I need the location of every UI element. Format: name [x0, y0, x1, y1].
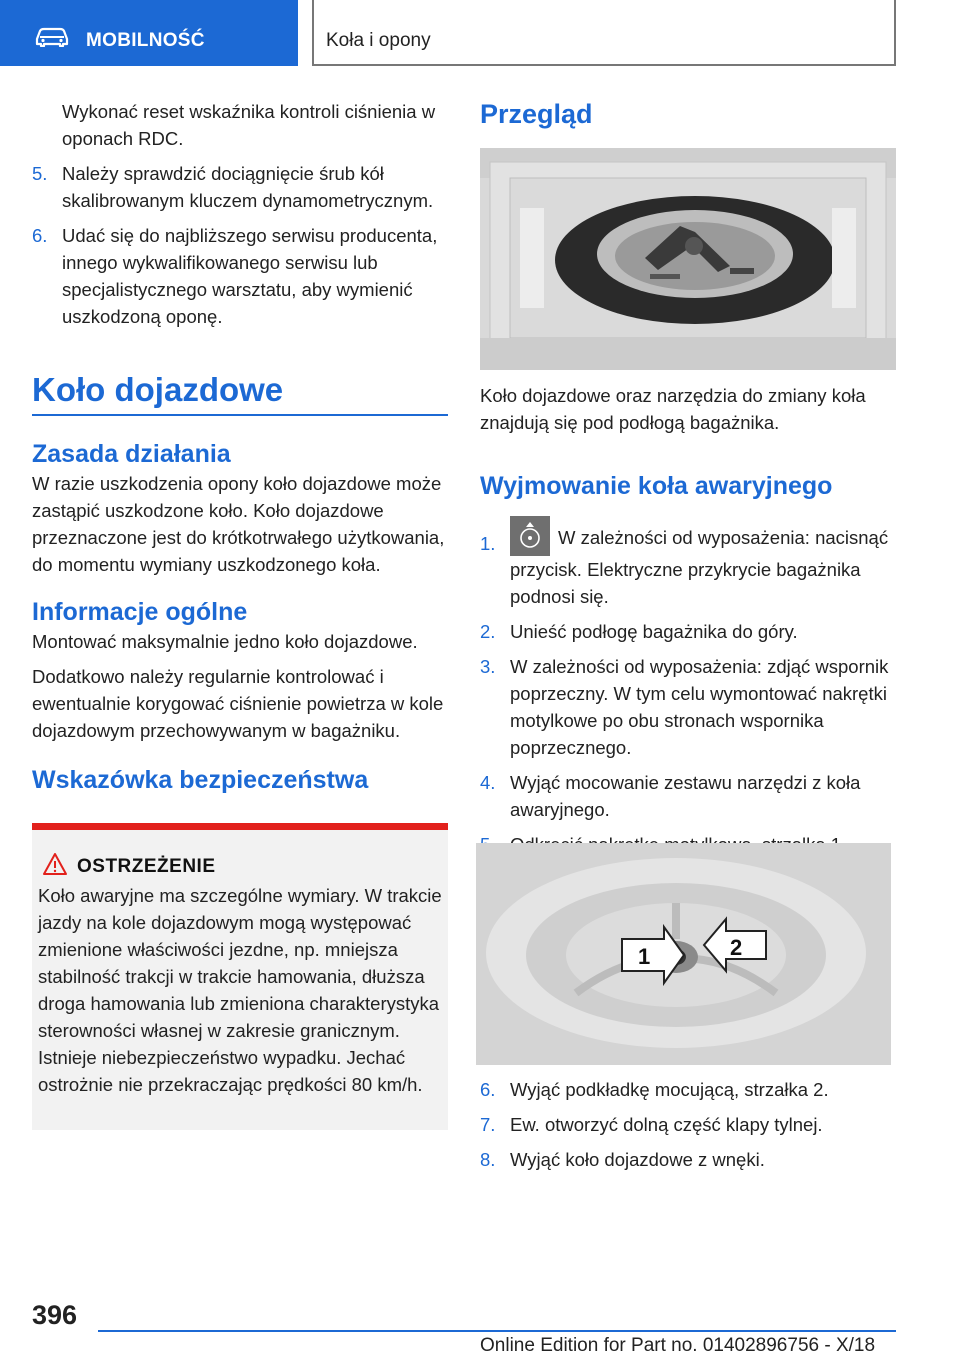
- principle-text: W razie uszkodzenia opony koło dojazdowe może zastąpić uszkodzone koło. Koło dojazdowe przeznaczone jest do krótkotrwałego użytkowania, do momentu wymiany uszkodzonego koła.: [32, 473, 445, 575]
- footer-rule: [98, 1330, 896, 1332]
- step-text: Wyjąć podkładkę mocującą, strzałka 2.: [510, 1079, 829, 1100]
- right-column-final: [480, 1076, 896, 1173]
- step-number: 6.: [32, 225, 48, 246]
- step-text: Unieść podłogę bagażnika do góry.: [510, 621, 798, 642]
- photo-caption: Koło dojazdowe oraz narzędzia do zmiany koła znajdują się pod podłogą bagażnika.: [480, 385, 866, 433]
- warning-text: Koło awaryjne ma szczególne wymiary. W trakcie jazdy na kole dojazdowym mogą występować zmienione właściwości jezdne, np. mniejsza stabilność trakcji w trakcie hamowania, dłuższa droga hamowania lub zmieniona charakterystyka sterowności własnej w zakresie granicznym. Istnieje niebezpieczeństwo wypadku. Jechać ostrożnie nie przekraczając prędkości 80 km/h.: [38, 885, 442, 1095]
- page-number: 396: [32, 1300, 78, 1330]
- step-text: Wyjąć koło dojazdowe z wnęki.: [510, 1149, 765, 1170]
- step-text: W zależności od wyposażenia: zdjąć wspornik poprzeczny. W tym celu wymontować nakrętki motylkowe po obu stronach wspornika poprzecznego.: [510, 656, 889, 758]
- general-text-2: Dodatkowo należy regularnie kontrolować i ewentualnie korygować ciśnienie powietrza w kole dojazdowym przechowywanym w bagażniku.: [32, 666, 444, 741]
- step-number: 5.: [32, 163, 48, 184]
- step-number: 2.: [480, 621, 496, 642]
- list-item: [480, 618, 896, 645]
- trunk-spare-wheel-photo: [480, 148, 896, 370]
- step-number: 1.: [480, 533, 496, 554]
- warning-box: [32, 823, 448, 1130]
- heading-rule: [32, 414, 448, 416]
- section-heading: Koło dojazdowe: [32, 371, 284, 408]
- step-text: Udać się do najbliższego serwisu producenta, innego wykwalifikowanego serwisu lub specjalistycznego warsztatu, aby wymienić uszkodzoną oponę.: [62, 225, 438, 327]
- step-text: Wyjąć mocowanie zestawu narzędzi z koła awaryjnego.: [510, 772, 861, 820]
- subheading-overview: Przegląd: [480, 99, 593, 129]
- chapter-label: Koła i opony: [326, 30, 431, 51]
- subheading-remove: Wyjmowanie koła awaryjnego: [480, 472, 833, 500]
- warning-title: OSTRZEŻENIE: [77, 856, 216, 877]
- subheading-general: Informacje ogólne: [32, 598, 248, 626]
- step-text: Należy sprawdzić dociągnięcie śrub kół skalibrowanym kluczem dynamometrycznym.: [62, 163, 434, 211]
- list-item: [480, 1146, 896, 1173]
- step-text: W zależności od wyposażenia: nacisnąć przycisk. Elektryczne przykrycie bagażnika podnosi się.: [510, 527, 889, 607]
- page-header: [0, 0, 960, 66]
- chapter-tab[interactable]: [312, 0, 896, 66]
- section-tab[interactable]: [0, 0, 298, 66]
- subheading-safety: Wskazówka bezpieczeństwa: [32, 766, 369, 794]
- step-number: 6.: [480, 1079, 496, 1100]
- list-item: [32, 160, 448, 214]
- general-text-1: Montować maksymalnie jedno koło dojazdowe.: [32, 631, 418, 652]
- step-number: 4.: [480, 772, 496, 793]
- list-item: [480, 769, 896, 823]
- continued-text: Wykonać reset wskaźnika kontroli ciśnienia w oponach RDC.: [62, 101, 436, 149]
- list-item: [480, 653, 896, 761]
- wing-nut-photo: [476, 843, 891, 1065]
- left-column: [32, 98, 448, 796]
- trunk-floor-button-icon[interactable]: [510, 516, 550, 556]
- list-item: [480, 1111, 896, 1138]
- step-number: 8.: [480, 1149, 496, 1170]
- arrow-label-2: 2: [730, 935, 743, 960]
- edition-text: Online Edition for Part no. 01402896756 - X/18: [480, 1335, 876, 1356]
- step-text: Ew. otworzyć dolną część klapy tylnej.: [510, 1114, 823, 1135]
- step-number: 3.: [480, 656, 496, 677]
- list-item: [480, 516, 896, 610]
- list-item: [480, 1076, 896, 1103]
- arrow-label-1: 1: [638, 944, 651, 969]
- right-column-lower: [480, 382, 896, 858]
- subheading-principle: Zasada działania: [32, 440, 231, 468]
- section-label: MOBILNOŚĆ: [86, 30, 205, 51]
- step-number: 7.: [480, 1114, 496, 1135]
- car-icon: [34, 27, 70, 47]
- warning-triangle-icon: [42, 852, 68, 876]
- list-item: [32, 222, 448, 330]
- right-column: [480, 98, 896, 130]
